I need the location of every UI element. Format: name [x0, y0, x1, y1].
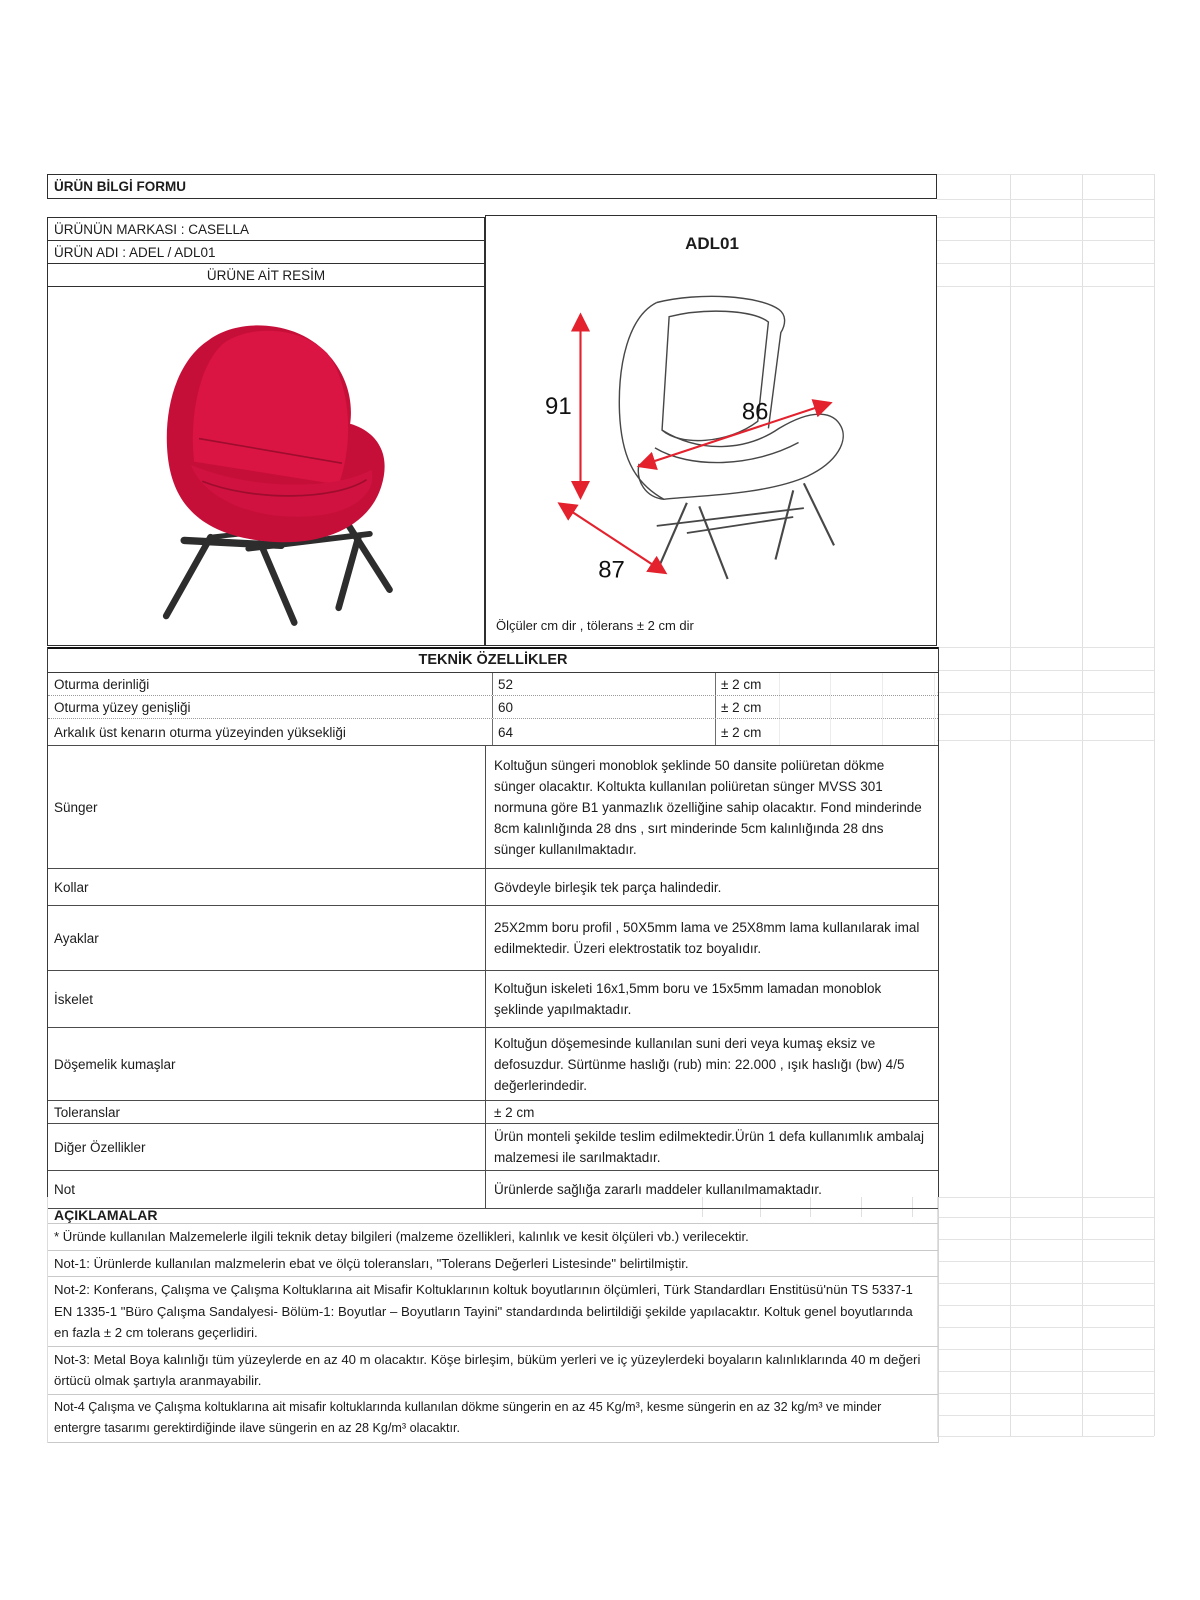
dim-tolerance: ± 2 cm	[715, 696, 779, 718]
image-caption-row	[47, 263, 485, 287]
remark-item: * Üründe kullanılan Malzemelerle ilgili teknik detay bilgileri (malzeme özellikleri, kalınlık ve kesit ölçüleri vb.) verilecektir.	[48, 1224, 938, 1251]
table-row	[48, 1101, 938, 1124]
model-code: ADL01	[685, 234, 739, 253]
image-caption: ÜRÜNE AİT RESİM	[206, 267, 326, 283]
table-row	[48, 971, 938, 1028]
product-text: ÜRÜN ADI : ADEL / ADL01	[54, 244, 216, 260]
chair-back-cushion	[193, 331, 348, 485]
spec-value: ± 2 cm	[494, 1104, 535, 1120]
table-row	[48, 746, 938, 869]
spec-value: Ürünlerde sağlığa zararlı maddeler kullanılmamaktadır.	[494, 1182, 822, 1197]
technical-drawing-cell	[485, 215, 937, 646]
spec-value: Gövdeyle birleşik tek parça halindedir.	[494, 879, 722, 895]
dim-value: 60	[492, 696, 715, 718]
form-title-row	[47, 174, 937, 199]
spec-label: Sünger	[48, 746, 486, 868]
technical-drawing	[522, 274, 912, 604]
remarks-section	[47, 1197, 939, 1443]
form-title: ÜRÜN BİLGİ FORMU	[54, 179, 186, 194]
remark-item: Not-3: Metal Boya kalınlığı tüm yüzeylerde en az 40 m olacaktır. Köşe birleşim, büküm yerleri ve iç yüzeylerdeki boyaların kalınlıklarında 40 m değeri örtücü olmak şartıyla aranmayabilir.	[48, 1347, 938, 1395]
spec-label: Döşemelik kumaşlar	[48, 1028, 486, 1100]
brand-text: ÜRÜNÜN MARKASI : CASELLA	[54, 221, 250, 237]
spec-value: 25X2mm boru profil , 50X5mm lama ve 25X8mm lama kullanılarak imal edilmektedir. Üzeri elektrostatik toz boyalıdır.	[494, 920, 920, 956]
dim-value: 52	[492, 673, 715, 695]
table-row	[48, 1124, 938, 1171]
spec-label: Ayaklar	[48, 906, 486, 970]
dim-tolerance: ± 2 cm	[715, 673, 779, 695]
dim-width-label: 86	[741, 398, 769, 426]
dim-label: Oturma derinliği	[54, 676, 150, 692]
drawing-tolerance-note: Ölçüler cm dir , tölerans ± 2 cm dir	[496, 618, 694, 633]
dim-label: Arkalık üst kenarın oturma yüzeyinden yüksekliği	[54, 724, 346, 740]
spec-value: Koltuğun döşemesinde kullanılan suni deri veya kumaş eksiz ve defosuzdur. Sürtünme haslığı (rub) min: 22.000 , ışık haslığı (bw) 4/5 değerlerindedir.	[494, 1035, 905, 1093]
product-photo-cell	[47, 286, 485, 646]
table-row	[48, 1028, 938, 1101]
spec-value: Ürün monteli şekilde teslim edilmektedir.Ürün 1 defa kullanımlık ambalaj malzemesi ile sarılmaktadır.	[494, 1129, 924, 1165]
spec-value: Koltuğun süngeri monoblok şeklinde 50 dansite poliüretan dökme sünger olacaktır. Koltukta kullanılan poliüretan sünger MVSS 301 normuna göre B1 yanmazlık özelliğine sahip olacaktır. Fond minderinde 8cm kalınlığında 28 dns , sırt minderinde 5cm kalınlığında 28 dns sünger kullanılmaktadır.	[494, 757, 922, 857]
remarks-header: AÇIKLAMALAR	[48, 1197, 938, 1224]
dim-height-label: 91	[545, 393, 572, 421]
product-row	[47, 240, 485, 264]
table-row	[48, 719, 938, 746]
spec-label: Not	[48, 1171, 486, 1208]
dim-depth-label: 87	[598, 556, 625, 584]
tech-spec-header: TEKNİK ÖZELLİKLER	[48, 647, 938, 673]
tech-spec-table	[47, 647, 939, 1209]
table-row	[48, 906, 938, 971]
spec-label: Kollar	[48, 869, 486, 905]
table-row	[48, 696, 938, 719]
spec-value: Koltuğun iskeleti 16x1,5mm boru ve 15x5mm lamadan monoblok şeklinde yapılmaktadır.	[494, 981, 882, 1017]
spec-label: Diğer Özellikler	[48, 1124, 486, 1170]
spec-label: İskelet	[48, 971, 486, 1027]
product-photo	[78, 294, 458, 639]
spec-label: Toleranslar	[48, 1101, 486, 1123]
drawing-chair-outline	[619, 296, 843, 579]
remark-item: Not-2: Konferans, Çalışma ve Çalışma Koltuklarına ait Misafir Koltuklarının koltuk boyutlarının ölçümleri, Türk Standardları Enstitüsü'nün TS 5337-1 EN 1335-1 "Büro Çalışma Sandalyesi- Bölüm-1: Boyutlar – Boyutların Tayini" standardında belirtildiği şekilde yapılacaktır. Koltuk genel boyutlarında en fazla ± 2 cm tolerans geçerlidiri.	[48, 1277, 938, 1347]
remark-item: Not-4 Çalışma ve Çalışma koltuklarına ait misafir koltuklarında kullanılan dökme süngerin en az 45 Kg/m³, kesme süngerin en az 32 kg/m³ ve minder entergre tasarımı gerektirdiğinde ilave süngerin en az 28 Kg/m³ olacaktır.	[48, 1395, 938, 1443]
dim-label: Oturma yüzey genişliği	[54, 699, 191, 715]
table-row	[48, 673, 938, 696]
remark-item: Not-1: Ürünlerde kullanılan malzmelerin ebat ve ölçü toleransları, "Tolerans Değerleri Listesinde" belirtilmiştir.	[48, 1251, 938, 1278]
table-row	[48, 869, 938, 906]
brand-row	[47, 217, 485, 241]
dim-tolerance: ± 2 cm	[715, 719, 779, 745]
dim-value: 64	[492, 719, 715, 745]
